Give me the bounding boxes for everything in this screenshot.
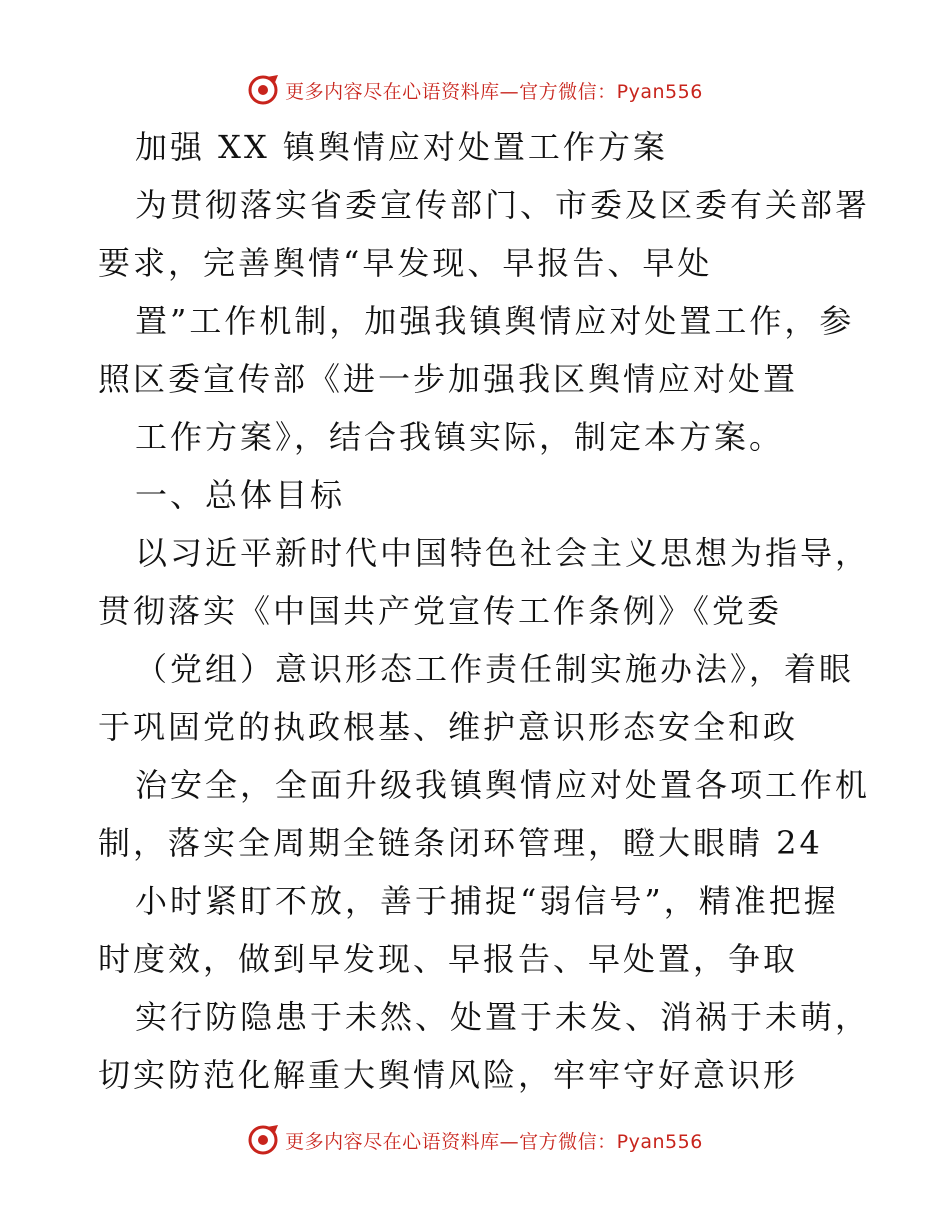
paragraph-line: 以习近平新时代中国特色社会主义思想为指导， [135,534,871,572]
paragraph-line: 治安全，全面升级我镇舆情应对处置各项工作机 [135,766,871,804]
watermark-header [0,70,950,110]
watermark-text: 更多内容尽在心语资料库—官方微信：Pyan556 [285,1130,703,1153]
paragraph-line: 制，落实全周期全链条闭环管理，瞪大眼睛 24 [98,824,823,862]
paragraph-line: 要求，完善舆情“早发现、早报告、早处 [98,244,713,282]
paragraph-line: 于巩固党的执政根基、维护意识形态安全和政 [98,708,799,746]
paragraph-line: 置”工作机制，加强我镇舆情应对处置工作，参 [135,302,855,340]
paragraph-line: 贯彻落实《中国共产党宣传工作条例》《党委 [98,592,783,630]
paragraph-line: 照区委宣传部《进一步加强我区舆情应对处置 [98,360,799,398]
paragraph-line: 实行防隐患于未然、处置于未发、消祸于未萌， [135,998,871,1036]
watermark-footer [0,1120,950,1160]
paragraph-line: 工作方案》，结合我镇实际，制定本方案。 [135,418,785,456]
document-title: 加强 XX 镇舆情应对处置工作方案 [135,128,668,166]
seal-logo-icon [247,1123,281,1157]
paragraph-line: 为贯彻落实省委宣传部门、市委及区委有关部署 [135,186,871,224]
paragraph-line: 小时紧盯不放，善于捕捉“弱信号”，精准把握 [135,882,839,920]
watermark-text: 更多内容尽在心语资料库—官方微信：Pyan556 [285,80,703,103]
seal-logo-icon [247,73,281,107]
paragraph-line: 切实防范化解重大舆情风险，牢牢守好意识形 [98,1056,799,1094]
paragraph-line: 时度效，做到早发现、早报告、早处置，争取 [98,940,799,978]
paragraph-line: （党组）意识形态工作责任制实施办法》，着眼 [135,650,855,688]
section-heading: 一、总体目标 [135,476,346,514]
